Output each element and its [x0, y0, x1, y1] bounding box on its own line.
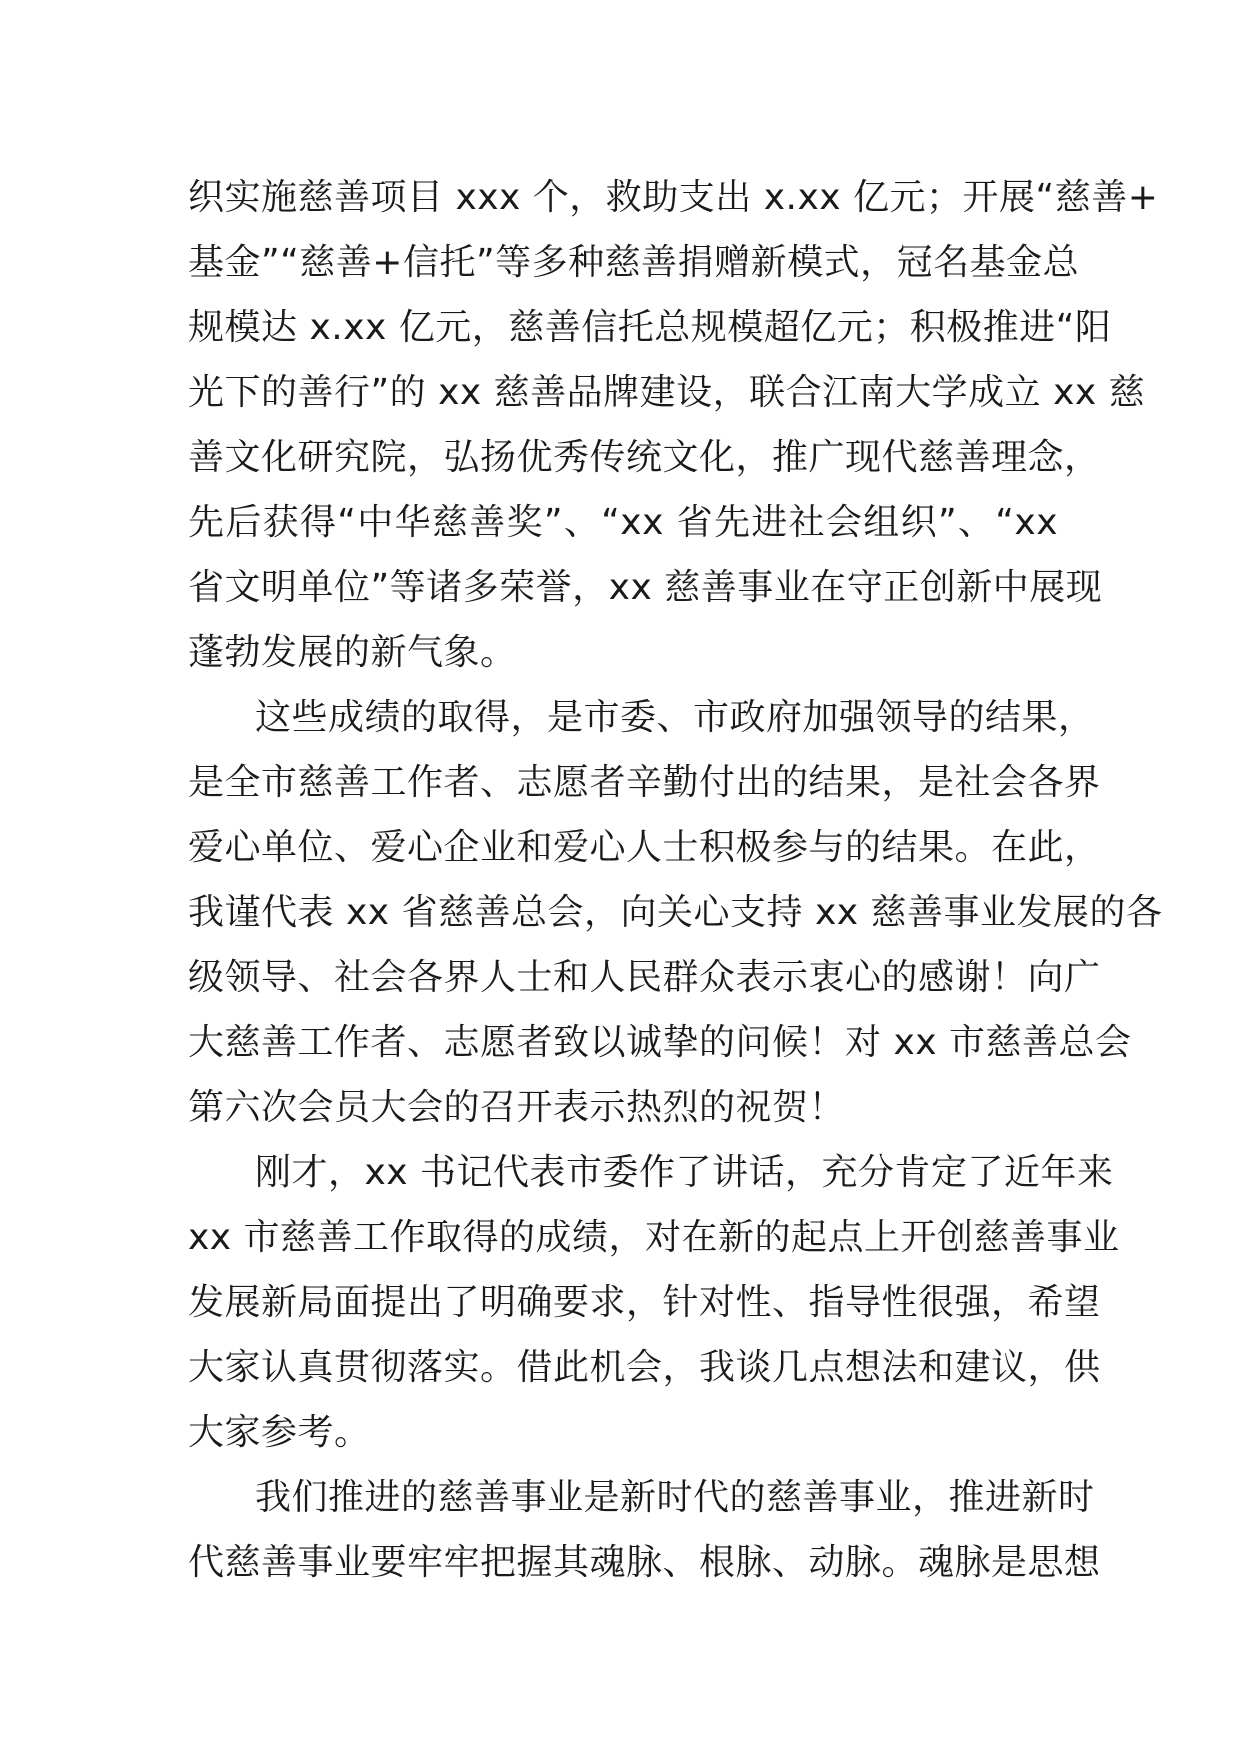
text-line: 省文明单位”等诸多荣誉，xx 慈善事业在守正创新中展现 [188, 567, 1103, 608]
text-line: 大家参考。 [188, 1412, 371, 1453]
text-line: 第六次会员大会的召开表示热烈的祝贺！ [188, 1087, 846, 1128]
text-line: 我谨代表 xx 省慈善总会，向关心支持 xx 慈善事业发展的各 [188, 892, 1163, 933]
text-line: 善文化研究院，弘扬优秀传统文化，推广现代慈善理念， [188, 437, 1101, 478]
text-line: xx 市慈善工作取得的成绩，对在新的起点上开创慈善事业 [188, 1217, 1120, 1258]
text-line: 级领导、社会各界人士和人民群众表示衷心的感谢！向广 [188, 957, 1101, 998]
text-line: 光下的善行”的 xx 慈善品牌建设，联合江南大学成立 xx 慈 [188, 372, 1146, 413]
text-line: 是全市慈善工作者、志愿者辛勤付出的结果，是社会各界 [188, 762, 1101, 803]
paragraph-first-line: 我们推进的慈善事业是新时代的慈善事业，推进新时 [255, 1477, 1095, 1518]
text-line: 发展新局面提出了明确要求，针对性、指导性很强，希望 [188, 1282, 1101, 1323]
text-line: 蓬勃发展的新气象。 [188, 632, 517, 673]
paragraph-first-line: 刚才，xx 书记代表市委作了讲话，充分肯定了近年来 [255, 1152, 1114, 1193]
text-line: 织实施慈善项目 xxx 个，救助支出 x.xx 亿元；开展“慈善+ [188, 177, 1159, 218]
text-line: 爱心单位、爱心企业和爱心人士积极参与的结果。在此， [188, 827, 1101, 868]
text-line: 先后获得“中华慈善奖”、“xx 省先进社会组织”、“xx [188, 502, 1058, 543]
text-line: 大家认真贯彻落实。借此机会，我谈几点想法和建议，供 [188, 1347, 1101, 1388]
paragraph-first-line: 这些成绩的取得，是市委、市政府加强领导的结果， [255, 697, 1095, 738]
text-line: 规模达 x.xx 亿元，慈善信托总规模超亿元；积极推进“阳 [188, 307, 1112, 348]
text-line: 代慈善事业要牢牢把握其魂脉、根脉、动脉。魂脉是思想 [188, 1542, 1101, 1583]
text-line: 基金”“慈善+信托”等多种慈善捐赠新模式，冠名基金总 [188, 242, 1080, 283]
text-line: 大慈善工作者、志愿者致以诚挚的问候！对 xx 市慈善总会 [188, 1022, 1132, 1063]
